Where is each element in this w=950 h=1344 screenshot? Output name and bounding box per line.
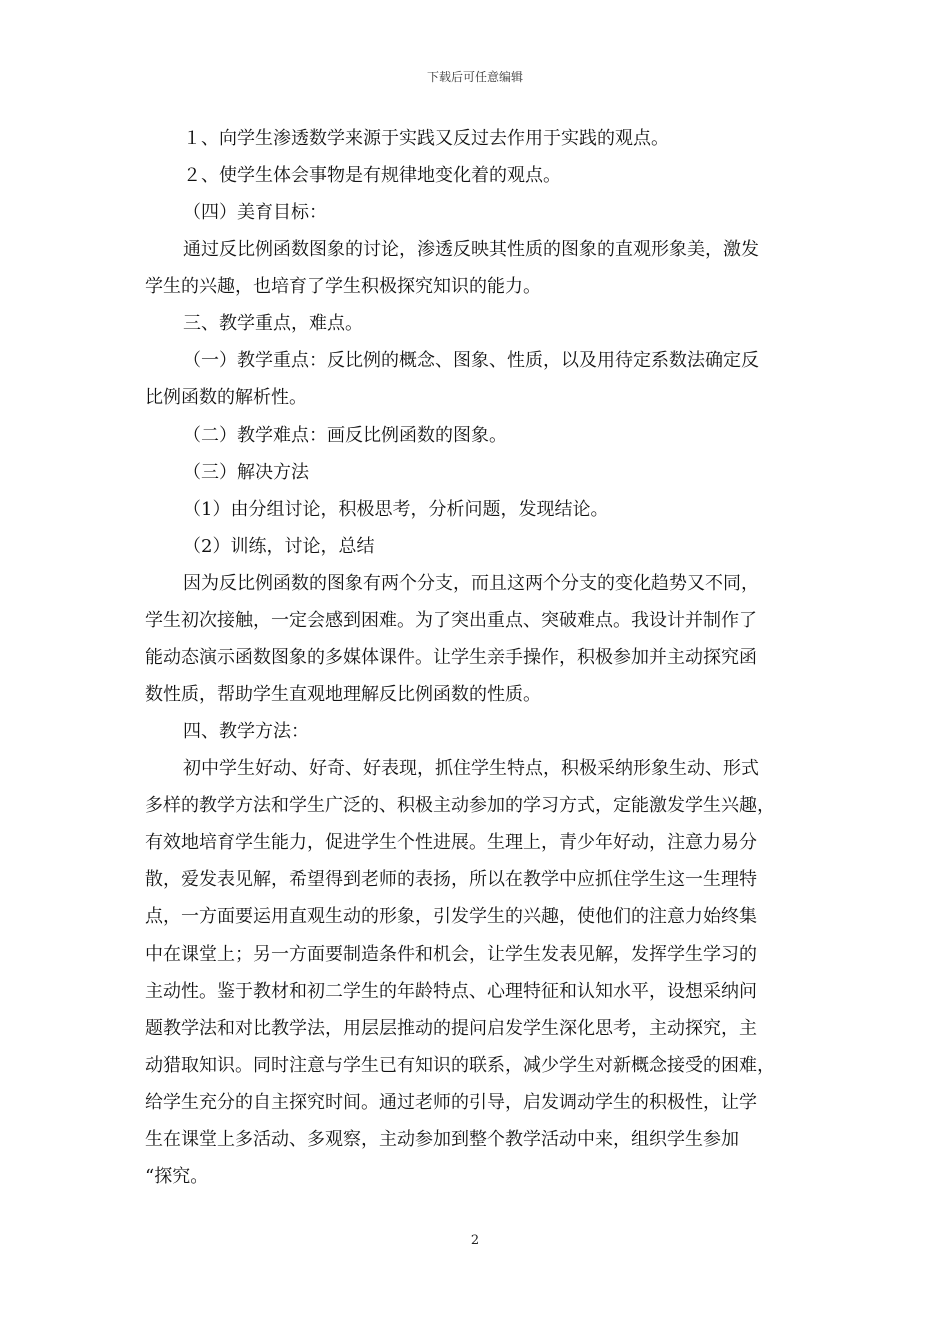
text-line: 能动态演示函数图象的多媒体课件。让学生亲手操作，积极参加并主动探究函 <box>145 647 757 668</box>
text-line: 学生初次接触，一定会感到困难。为了突出重点、突破难点。我设计并制作了 <box>145 610 757 631</box>
text-line: （四）美育目标： <box>183 202 327 223</box>
text-line: 通过反比例函数图象的讨论，渗透反映其性质的图象的直观形象美，激发 <box>183 239 759 260</box>
text-line: 数性质，帮助学生直观地理解反比例函数的性质。 <box>145 684 541 705</box>
text-line: （2）训练，讨论，总结 <box>183 536 375 557</box>
text-line: （1）由分组讨论，积极思考，分析问题，发现结论。 <box>183 499 609 520</box>
text-line: 比例函数的解析性。 <box>145 387 307 408</box>
text-line: 点，一方面要运用直观生动的形象，引发学生的兴趣，使他们的注意力始终集 <box>145 906 757 927</box>
text-line: 主动性。鉴于教材和初二学生的年龄特点、心理特征和认知水平，设想采纳问 <box>145 981 757 1002</box>
text-line: 散，爱发表见解，希望得到老师的表扬，所以在教学中应抓住学生这一生理特 <box>145 869 757 890</box>
text-line: “探究。 <box>145 1166 209 1187</box>
text-line: 中在课堂上；另一方面要制造条件和机会，让学生发表见解，发挥学生学习的 <box>145 944 757 965</box>
text-line: ２、使学生体会事物是有规律地变化着的观点。 <box>183 165 561 186</box>
text-line: 初中学生好动、好奇、好表现，抓住学生特点，积极采纳形象生动、形式 <box>183 758 759 779</box>
text-line: １、向学生渗透数学来源于实践又反过去作用于实践的观点。 <box>183 128 669 149</box>
text-line: 题教学法和对比教学法，用层层推动的提问启发学生深化思考，主动探究，主 <box>145 1018 757 1039</box>
text-line: 三、教学重点，难点。 <box>183 313 363 334</box>
text-line: 有效地培育学生能力，促进学生个性进展。生理上，青少年好动，注意力易分 <box>145 832 757 853</box>
text-line: （三）解决方法 <box>183 462 309 483</box>
text-line: 给学生充分的自主探究时间。通过老师的引导，启发调动学生的积极性，让学 <box>145 1092 757 1113</box>
text-line: 生在课堂上多活动、多观察，主动参加到整个教学活动中来，组织学生参加 <box>145 1129 739 1150</box>
text-line: 多样的教学方法和学生广泛的、积极主动参加的学习方式，定能激发学生兴趣， <box>145 795 775 816</box>
text-line: 因为反比例函数的图象有两个分支，而且这两个分支的变化趋势又不同， <box>183 573 759 594</box>
text-line: （一）教学重点：反比例的概念、图象、性质，以及用待定系数法确定反 <box>183 350 759 371</box>
page-header: 下载后可任意编辑 <box>426 70 523 84</box>
text-line: 四、教学方法： <box>183 721 309 742</box>
text-line: 学生的兴趣，也培育了学生积极探究知识的能力。 <box>145 276 541 297</box>
text-line: 动猎取知识。同时注意与学生已有知识的联系，减少学生对新概念接受的困难， <box>145 1055 775 1076</box>
text-line: （二）教学难点：画反比例函数的图象。 <box>183 425 507 446</box>
page-number: 2 <box>470 1233 480 1248</box>
